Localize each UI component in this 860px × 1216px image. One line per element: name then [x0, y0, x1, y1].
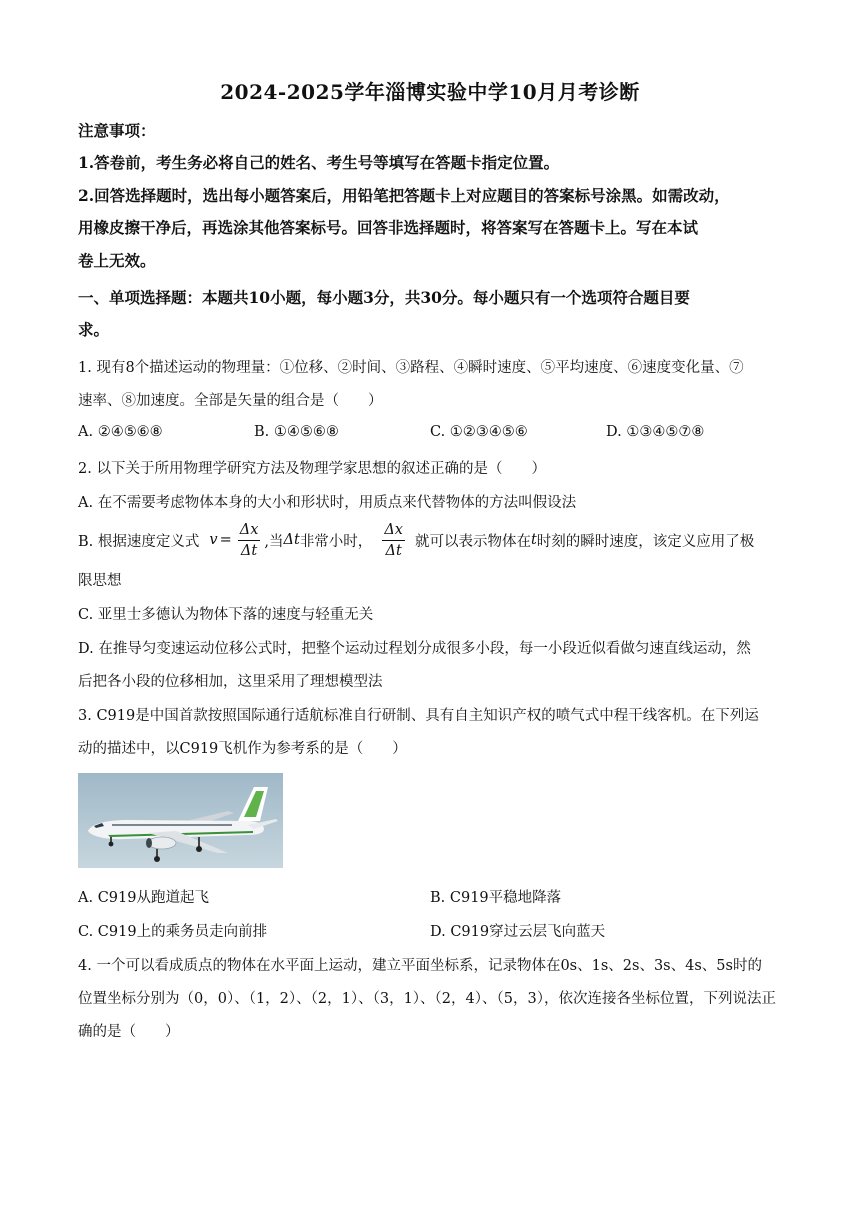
- notice-item-1: 1.答卷前，考生务必将自己的姓名、考生号等填写在答题卡指定位置。: [78, 153, 560, 172]
- c919-airplane-photo: [78, 773, 283, 868]
- notice-item-2-line-2: 用橡皮擦干净后，再选涂其他答案标号。回答非选择题时，将答案写在答题卡上。写在本试: [78, 218, 699, 237]
- q2-option-d-line-2: 后把各小段的位移相加，这里采用了理想模型法: [78, 674, 383, 690]
- q2-option-b-prefix: B. 根据速度定义式: [78, 533, 200, 550]
- q3-stem-line-1: 3. C919是中国首款按照国际通行适航标准自行研制、具有自主知识产权的喷气式中程干线客机。在下列运: [78, 708, 759, 724]
- q4-stem-line-1: 4. 一个可以看成质点的物体在水平面上运动，建立平面坐标系，记录物体在0s、1s、2s、3s、4s、5s时的: [78, 958, 762, 974]
- q2-option-d-line-1: D. 在推导匀变速运动位移公式时，把整个运动过程划分成很多小段，每一小段近似看做匀速直线运动，然: [78, 641, 751, 657]
- q3-option-c: C. C919上的乘务员走向前排: [78, 924, 268, 940]
- q2-formula-fraction: [238, 520, 261, 561]
- q1-option-c: C. ①②③④⑤⑥: [430, 424, 528, 440]
- q2-variable-t: t: [530, 532, 537, 548]
- q2-fraction-2-denominator: Δt: [385, 542, 402, 559]
- q2-option-a: A. 在不需要考虑物体本身的大小和形状时，用质点来代替物体的方法叫假设法: [78, 495, 577, 511]
- q1-option-b: B. ①④⑤⑥⑧: [254, 424, 339, 440]
- q2-option-b-when: ,当: [264, 533, 284, 550]
- q2-option-b-text-2: 时刻的瞬时速度，该定义应用了极: [536, 533, 755, 550]
- q3-option-b: B. C919平稳地降落: [430, 890, 562, 906]
- q1-stem-line-1: 1. 现有8个描述运动的物理量：①位移、②时间、③路程、④瞬时速度、⑤平均速度、⑥速度变化量、⑦: [78, 360, 744, 376]
- q2-formula-v: v: [209, 532, 218, 548]
- q4-stem-line-3: 确的是（ ）: [78, 1024, 180, 1040]
- section-heading-line-1: 一、单项选择题：本题共10小题，每小题3分，共30分。每小题只有一个选项符合题目要: [78, 288, 690, 307]
- q4-stem-line-2: 位置坐标分别为（0，0）、（1，2）、（2，1）、（3，1）、（2，4）、（5，3），依次连接各坐标位置，下列说法正: [78, 991, 776, 1007]
- q2-fraction-denominator: Δt: [240, 542, 258, 559]
- q2-option-b-line-1: [78, 518, 788, 562]
- q1-option-a: A. ②④⑤⑥⑧: [78, 424, 163, 440]
- q2-fraction-2: [382, 520, 405, 561]
- q2-fraction-2-numerator: Δx: [382, 520, 405, 541]
- q2-formula-equals: =: [219, 532, 232, 548]
- q2-option-b-text-1: 就可以表示物体在: [414, 533, 531, 550]
- q2-stem: 2. 以下关于所用物理学研究方法及物理学家思想的叙述正确的是（ ）: [78, 461, 546, 477]
- q3-stem-line-2: 动的描述中，以C919飞机作为参考系的是（ ）: [78, 741, 407, 757]
- notice-item-2-line-1: 2.回答选择题时，选出每小题答案后，用铅笔把答题卡上对应题目的答案标号涂黑。如需改动，: [78, 186, 730, 205]
- exam-title: 2024-2025学年淄博实验中学10月月考诊断: [220, 80, 640, 104]
- q2-fraction-numerator: Δx: [238, 520, 261, 541]
- q1-option-d: D. ①③④⑤⑦⑧: [606, 424, 705, 440]
- notice-heading: 注意事项：: [78, 121, 156, 140]
- q3-option-a: A. C919从跑道起飞: [78, 890, 209, 906]
- q2-option-c: C. 亚里士多德认为物体下落的速度与轻重无关: [78, 607, 374, 623]
- q2-delta-t: Δt: [283, 532, 300, 548]
- q2-option-b-line-2: 限思想: [78, 573, 122, 589]
- q1-stem-line-2: 速率、⑧加速度。全部是矢量的组合是（ ）: [78, 393, 383, 409]
- notice-item-2-line-3: 卷上无效。: [78, 251, 156, 270]
- section-heading-line-2: 求。: [78, 320, 110, 339]
- q3-option-d: D. C919穿过云层飞向蓝天: [430, 924, 606, 940]
- q2-option-b-small: 非常小时，: [299, 533, 373, 550]
